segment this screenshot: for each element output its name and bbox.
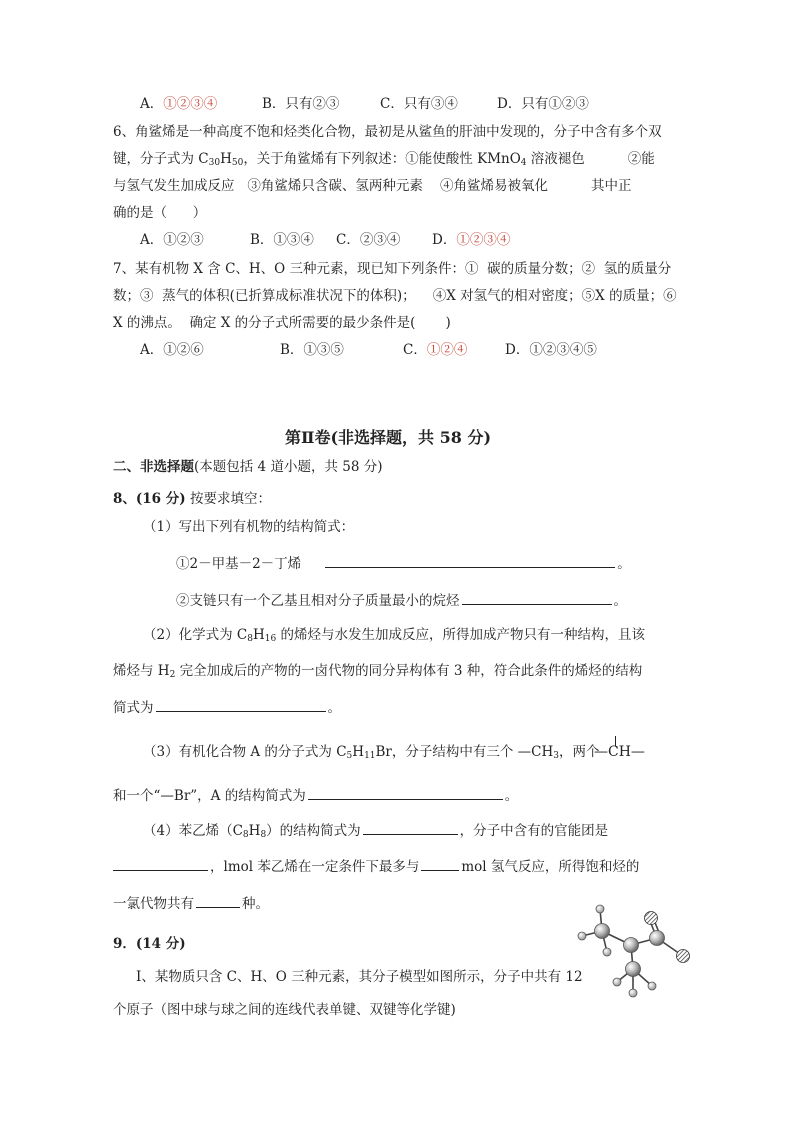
q8-part2-line1: （2）化学式为 $C_8H_{16}$ 的烯烃与水发生加成反应，所得加成产物只有一种结构，且该 bbox=[143, 627, 645, 644]
answer-blank[interactable] bbox=[308, 785, 503, 800]
answer-blank[interactable] bbox=[462, 590, 612, 605]
q9-line2: 个原子（图中球与球之间的连线代表单键、双键等化学键) bbox=[113, 1002, 456, 1018]
q7-option-b: B．①③⑤ bbox=[280, 342, 344, 358]
q8-part3-line2: 和一个“—Br”，A 的结构简式为 。 bbox=[113, 785, 518, 806]
q6-option-c: C．②③④ bbox=[336, 232, 401, 248]
q7-line1: 7、某有机物 X 含 C、H、O 三种元素，现已知下列条件：① 碳的质量分数；② 氢的质量分 bbox=[113, 261, 672, 277]
q6-line4: 确的是（ ） bbox=[113, 205, 207, 221]
q6-option-d-answer: ①②③④ bbox=[456, 232, 511, 248]
q5-option-c: C．只有③④ bbox=[380, 96, 458, 112]
section-heading: 二、非选择题(本题包括 4 道小题，共 58 分) bbox=[113, 459, 383, 475]
q7-option-d: D．①②③④⑤ bbox=[505, 342, 597, 358]
q8-part2-line3: 简式为 。 bbox=[113, 697, 341, 718]
q5-options: A．①②③④ bbox=[140, 96, 218, 112]
atom-carbon bbox=[626, 962, 641, 977]
answer-blank[interactable] bbox=[421, 856, 459, 871]
q7-option-a: A．①②⑥ bbox=[140, 342, 204, 358]
q9-heading: 9．(14 分) bbox=[113, 936, 186, 952]
atom-hydrogen bbox=[613, 978, 621, 986]
section-title: 第Ⅱ卷(非选择题，共 58 分) bbox=[285, 428, 492, 447]
atom-carbon bbox=[595, 924, 610, 939]
q6-option-a: A．①②③ bbox=[140, 232, 204, 248]
q8-part1-ii: ②支链只有一个乙基且相对分子质量最小的烷烃 。 bbox=[176, 590, 627, 611]
atom-hydrogen bbox=[578, 932, 586, 940]
q5-option-d: D．只有①②③ bbox=[497, 96, 589, 112]
q6-option-d: D．①②③④ bbox=[432, 232, 511, 248]
q6-option-b: B．①③④ bbox=[250, 232, 314, 248]
q9-line1: Ⅰ、某物质只含 C、H、O 三种元素，其分子模型如图所示，分子中共有 12 bbox=[136, 969, 583, 985]
answer-blank[interactable] bbox=[325, 553, 615, 568]
atom-hydrogen bbox=[596, 905, 604, 913]
atom-oxygen bbox=[677, 950, 690, 963]
answer-blank[interactable] bbox=[156, 697, 326, 712]
molecule-model-image bbox=[572, 900, 697, 1000]
q8-part2-line2: 烯烃与 $H_2$ 完全加成后的产物的一卤代物的同分异构体有 3 种，符合此条件的烯烃的结构 bbox=[113, 663, 643, 680]
atom-oxygen bbox=[645, 912, 658, 925]
q8-heading: 8、(16 分) 按要求填空： bbox=[113, 491, 271, 507]
q8-part1-intro: （1）写出下列有机物的结构简式： bbox=[143, 519, 355, 535]
q6-line2: 键，分子式为 $C_{30}H_{50}$，关于角鲨烯有下列叙述：①能使酸性 KMnO$_4$ 溶液褪色 ②能 bbox=[113, 151, 655, 168]
answer-blank[interactable] bbox=[196, 893, 240, 908]
q7-line3: X 的沸点。 确定 X 的分子式所需要的最少条件是( ) bbox=[113, 315, 451, 331]
q8-part4-line3: 一氯代物共有 种。 bbox=[113, 893, 269, 914]
q5-option-b: B．只有②③ bbox=[262, 96, 340, 112]
q7-option-c-answer: ①②④ bbox=[426, 342, 468, 358]
q6-line3: 与氢气发生加成反应 ③角鲨烯只含碳、氢两种元素 ④角鲨烯易被氧化 其中正 bbox=[113, 178, 632, 194]
q7-line2: 数；③ 蒸气的体积(已折算成标准状况下的体积)； ④X 对氢气的相对密度；⑤X 的质量；⑥ bbox=[113, 288, 677, 304]
q7-option-c: C．①②④ bbox=[403, 342, 468, 358]
q8-part3-line1: （3）有机化合物 A 的分子式为 $C_5H_{11}Br$，分子结构中有三个 $—CH_3$，两个 bbox=[143, 744, 600, 761]
atom-hydrogen bbox=[648, 982, 656, 990]
q6-line1: 6、角鲨烯是一种高度不饱和烃类化合物，最初是从鲨鱼的肝油中发现的，分子中含有多个双 bbox=[113, 124, 662, 140]
answer-blank[interactable] bbox=[363, 820, 458, 835]
atom-carbon bbox=[650, 931, 665, 946]
answer-blank[interactable] bbox=[113, 856, 208, 871]
atom-hydrogen bbox=[629, 989, 637, 997]
atom-hydrogen bbox=[603, 948, 611, 956]
atom-carbon bbox=[624, 938, 639, 953]
q8-part4-line1: （4）苯乙烯$(C_8H_8)$的结构简式为 ，分子中含有的官能团是 bbox=[143, 820, 608, 841]
q8-part1-i: ①2－甲基－2－丁烯 。 bbox=[176, 553, 631, 574]
q5-option-a-answer: ①②③④ bbox=[163, 96, 218, 112]
q8-part4-line2: ，lmol 苯乙烯在一定条件下最多与 mol 氢气反应，所得饱和烃的 bbox=[113, 856, 639, 877]
